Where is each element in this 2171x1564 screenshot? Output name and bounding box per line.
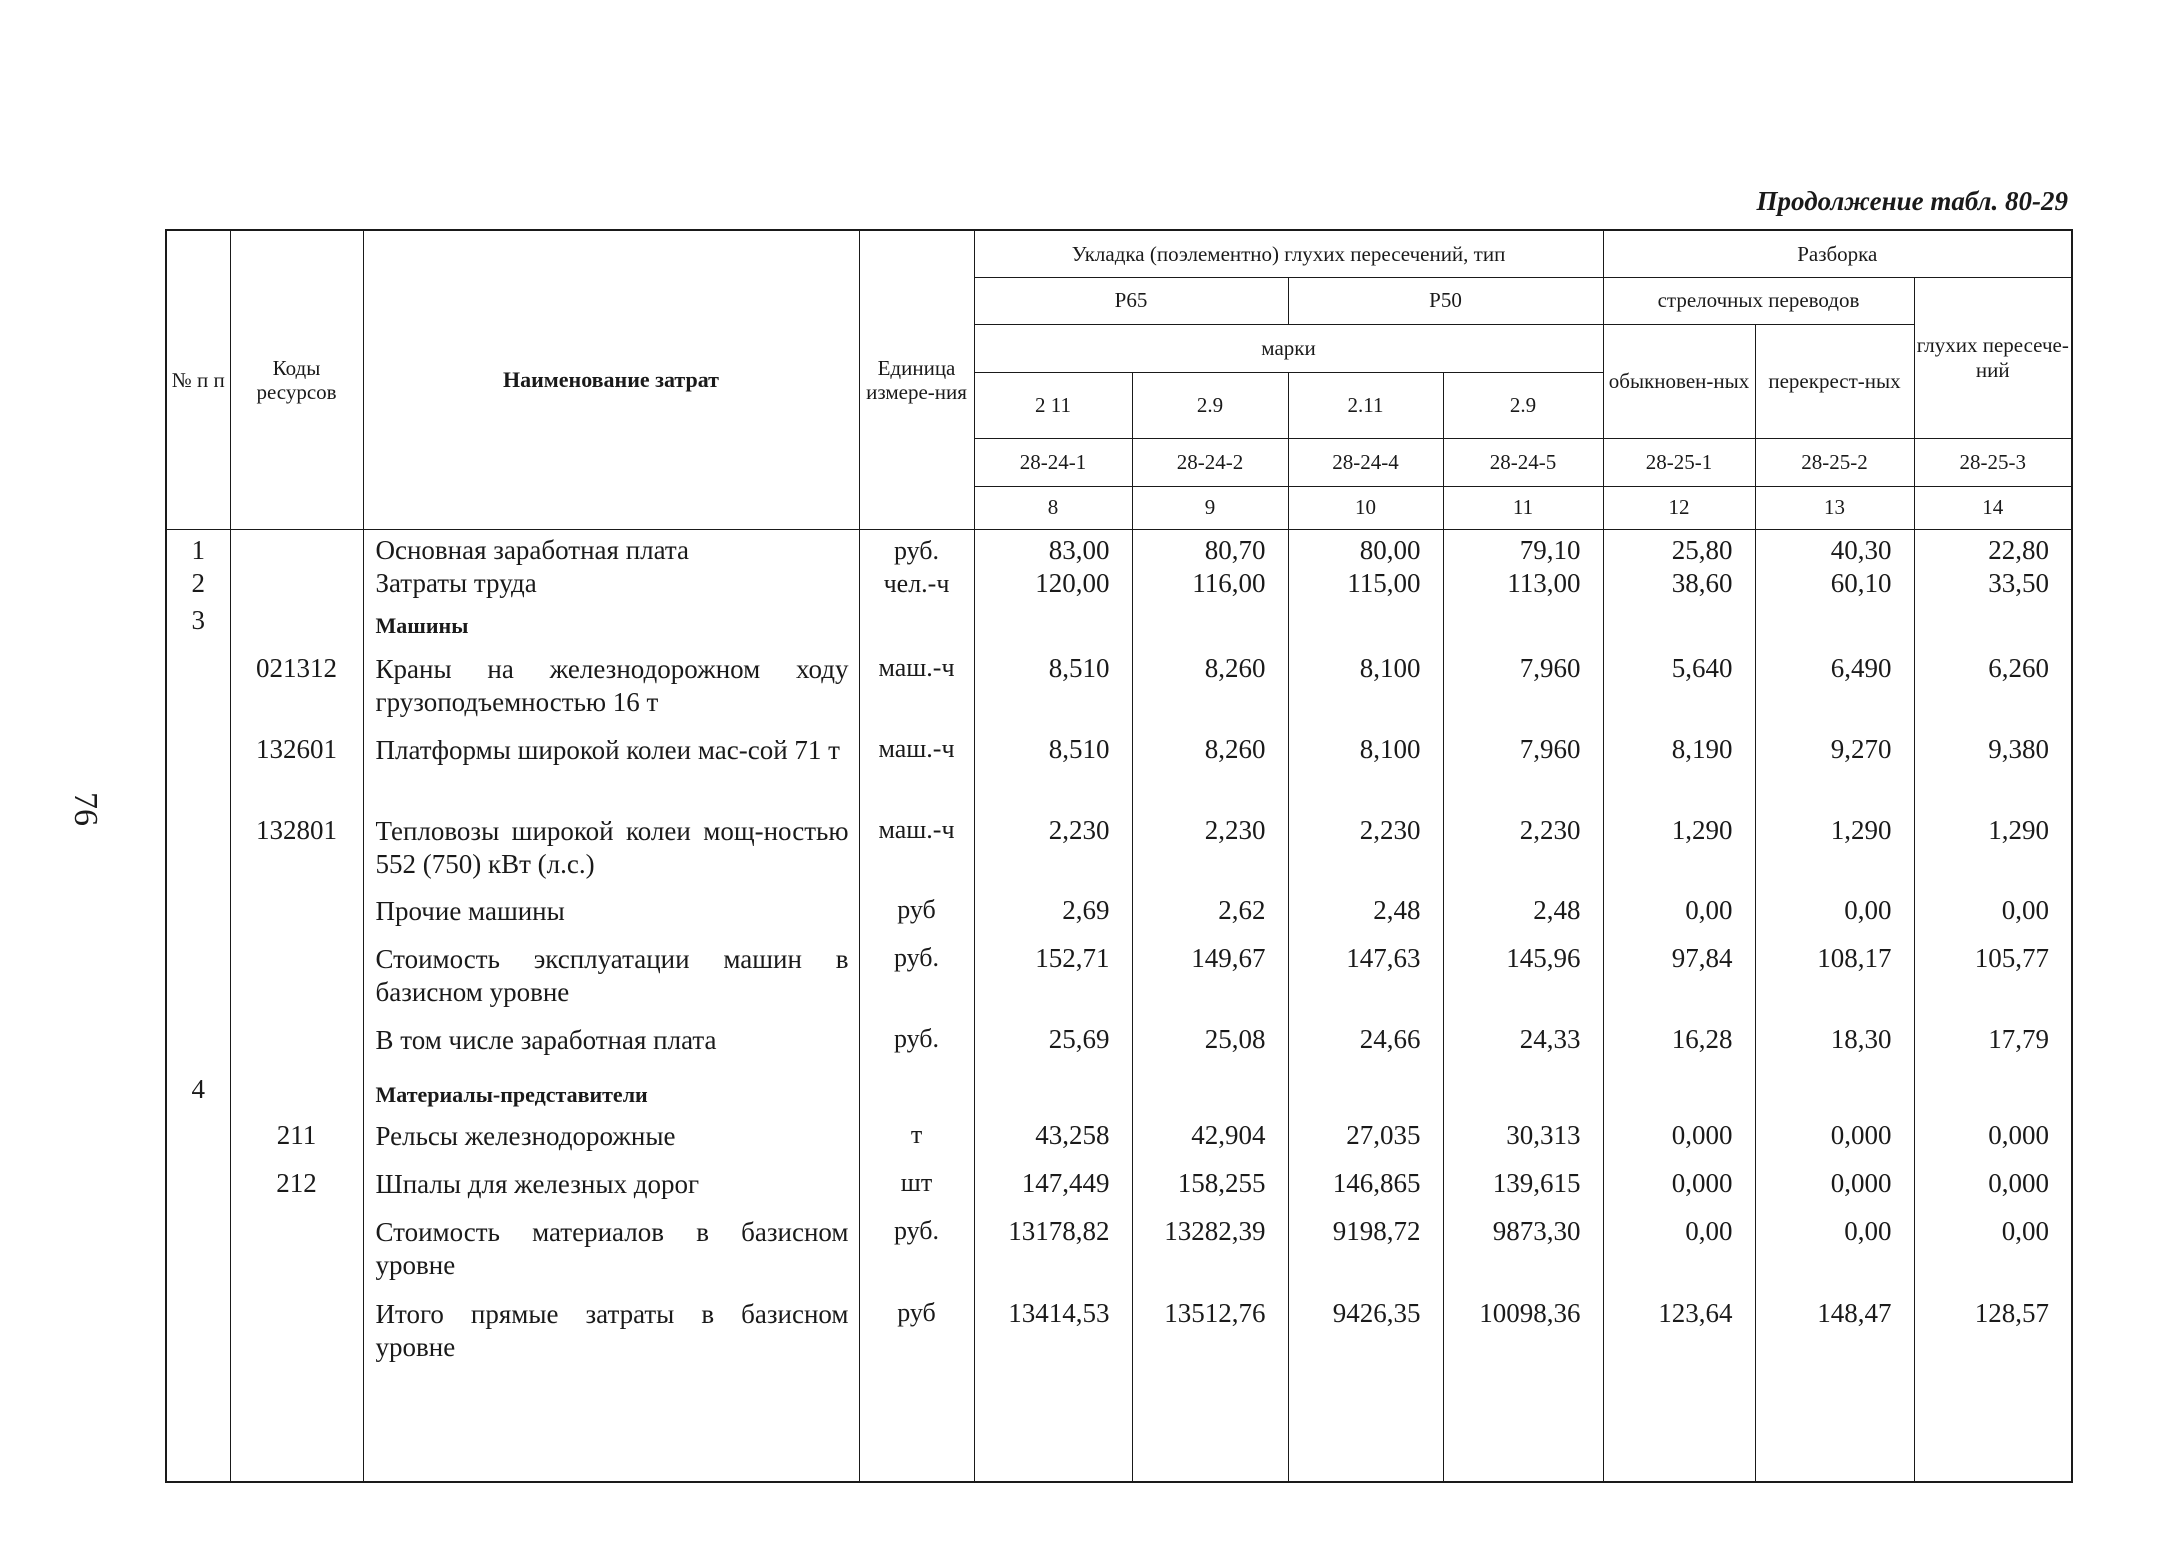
- row-value: 146,865: [1288, 1164, 1443, 1212]
- row-value: 1,290: [1914, 811, 2072, 891]
- row-name: Стоимость эксплуатации машин в базисном уровне: [363, 939, 859, 1020]
- row-name: Затраты труда: [375, 567, 537, 598]
- row-value: 2,230: [1288, 811, 1443, 891]
- header-strelochnyh: стрелочных переводов: [1603, 277, 1914, 324]
- header-norm-code: 28-25-2: [1755, 438, 1914, 486]
- row-value: 9198,72: [1288, 1212, 1443, 1294]
- row-code: 132601: [230, 730, 363, 811]
- row-value: 79,10: [1519, 534, 1581, 565]
- header-norm-code: 28-25-1: [1603, 438, 1755, 486]
- row-value: 147,63: [1288, 939, 1443, 1020]
- row-value: 120,00: [1035, 567, 1110, 598]
- header-group-install: Укладка (поэлементно) глухих пересечений, тип: [974, 230, 1603, 277]
- row-unit: руб: [859, 1294, 974, 1482]
- row-value: 80,70: [1204, 534, 1266, 565]
- row-value: 2,230: [1443, 811, 1603, 891]
- row-value: 152,71: [974, 939, 1132, 1020]
- row-value: 24,66: [1288, 1020, 1443, 1070]
- row-value: 9426,35: [1288, 1294, 1443, 1482]
- row-value: 0,000: [1603, 1116, 1755, 1164]
- row-value: 25,69: [974, 1020, 1132, 1070]
- header-col-num: 13: [1755, 486, 1914, 529]
- row-value: 8,100: [1288, 730, 1443, 811]
- header-name: Наименование затрат: [363, 230, 859, 529]
- row-num: 1: [191, 534, 205, 565]
- header-type-r65: Р65: [974, 277, 1288, 324]
- row-unit: т: [859, 1116, 974, 1164]
- header-col-num: 14: [1914, 486, 2072, 529]
- row-value: 13178,82: [974, 1212, 1132, 1294]
- row-name: Шпалы для железных дорог: [363, 1164, 859, 1212]
- row-value: 6,260: [1914, 649, 2072, 730]
- row-value: 0,000: [1914, 1116, 2072, 1164]
- header-group-dismantle: Разборка: [1603, 230, 2072, 277]
- header-mark: 2.9: [1443, 372, 1603, 438]
- row-unit: чел.-ч: [883, 568, 950, 598]
- header-mark: 2.9: [1132, 372, 1288, 438]
- row-value: 116,00: [1192, 567, 1266, 598]
- header-marki: марки: [974, 324, 1603, 372]
- row-value: 108,17: [1755, 939, 1914, 1020]
- row-value: 22,80: [1988, 534, 2050, 565]
- row-value: 13512,76: [1132, 1294, 1288, 1482]
- row-unit: руб.: [893, 535, 940, 565]
- row-value: 0,000: [1755, 1116, 1914, 1164]
- cost-table: [165, 229, 2073, 1483]
- row-value: 2,69: [974, 891, 1132, 939]
- row-value: 97,84: [1603, 939, 1755, 1020]
- row-name: Основная заработная плата: [375, 534, 690, 565]
- row-value: 80,00: [1359, 534, 1421, 565]
- row-value: 113,00: [1507, 567, 1581, 598]
- row-value: 8,510: [974, 730, 1132, 811]
- row-value: 128,57: [1914, 1294, 2072, 1482]
- row-value: 9,380: [1914, 730, 2072, 811]
- row-value: 24,33: [1443, 1020, 1603, 1070]
- row-value: 139,615: [1443, 1164, 1603, 1212]
- header-col-num: 8: [974, 486, 1132, 529]
- header-mark: 2.11: [1288, 372, 1443, 438]
- row-value: 18,30: [1755, 1020, 1914, 1070]
- row-value: 25,08: [1132, 1020, 1288, 1070]
- header-norm-code: 28-24-2: [1132, 438, 1288, 486]
- row-value: 13282,39: [1132, 1212, 1288, 1294]
- row-value: 0,000: [1914, 1164, 2072, 1212]
- row-name: Краны на железнодорожном ходу грузоподъемностью 16 т: [363, 649, 859, 730]
- row-value: 1,290: [1603, 811, 1755, 891]
- row-num: 3: [166, 601, 230, 649]
- header-num: № п п: [166, 230, 230, 529]
- row-value: 2,48: [1288, 891, 1443, 939]
- row-value: 8,260: [1132, 649, 1288, 730]
- page-number: 76: [67, 792, 104, 826]
- row-name: Рельсы железнодорожные: [363, 1116, 859, 1164]
- header-codes: Коды ресурсов: [230, 230, 363, 529]
- row-value: 105,77: [1914, 939, 2072, 1020]
- section-heading: Материалы-представители: [363, 1070, 859, 1116]
- row-unit: руб.: [859, 1020, 974, 1070]
- row-name: Прочие машины: [363, 891, 859, 939]
- row-value: 7,960: [1443, 649, 1603, 730]
- row-num: 2: [191, 567, 205, 598]
- row-value: 27,035: [1288, 1116, 1443, 1164]
- row-name: Платформы широкой колеи мас-сой 71 т: [363, 730, 859, 811]
- row-name: Итого прямые затраты в базисном уровне: [363, 1294, 859, 1482]
- row-value: 25,80: [1671, 534, 1733, 565]
- row-value: 147,449: [974, 1164, 1132, 1212]
- row-value: 40,30: [1830, 534, 1892, 565]
- row-name: В том числе заработная плата: [363, 1020, 859, 1070]
- row-value: 6,490: [1755, 649, 1914, 730]
- row-value: 0,00: [1603, 1212, 1755, 1294]
- row-value: 7,960: [1443, 730, 1603, 811]
- row-value: 8,190: [1603, 730, 1755, 811]
- row-value: 5,640: [1603, 649, 1755, 730]
- row-num: 4: [166, 1070, 230, 1116]
- row-value: 83,00: [1048, 534, 1110, 565]
- header-obyknovennyh: обыкновен-ных: [1603, 324, 1755, 438]
- row-value: 8,260: [1132, 730, 1288, 811]
- row-value: 13414,53: [974, 1294, 1132, 1482]
- header-norm-code: 28-24-1: [974, 438, 1132, 486]
- row-value: 148,47: [1755, 1294, 1914, 1482]
- row-value: 1,290: [1755, 811, 1914, 891]
- row-value: 0,000: [1755, 1164, 1914, 1212]
- row-value: 8,100: [1288, 649, 1443, 730]
- header-gluhih: глухих пересече-ний: [1914, 277, 2072, 438]
- header-norm-code: 28-24-4: [1288, 438, 1443, 486]
- header-col-num: 12: [1603, 486, 1755, 529]
- row-code: 211: [230, 1116, 363, 1164]
- row-value: 9,270: [1755, 730, 1914, 811]
- row-code: 132801: [230, 811, 363, 891]
- row-value: 2,48: [1443, 891, 1603, 939]
- section-heading: Машины: [363, 601, 859, 649]
- row-value: 17,79: [1914, 1020, 2072, 1070]
- header-type-r50: Р50: [1288, 277, 1603, 324]
- row-unit: шт: [859, 1164, 974, 1212]
- row-unit: руб.: [859, 939, 974, 1020]
- header-perekrestnyh: перекрест-ных: [1755, 324, 1914, 438]
- header-col-num: 11: [1443, 486, 1603, 529]
- row-value: 2,62: [1132, 891, 1288, 939]
- row-unit: маш.-ч: [859, 811, 974, 891]
- row-value: 43,258: [974, 1116, 1132, 1164]
- row-value: 0,000: [1603, 1164, 1755, 1212]
- row-value: 16,28: [1603, 1020, 1755, 1070]
- row-value: 0,00: [1755, 1212, 1914, 1294]
- header-norm-code: 28-25-3: [1914, 438, 2072, 486]
- row-code: 212: [230, 1164, 363, 1212]
- row-value: 145,96: [1443, 939, 1603, 1020]
- row-value: 42,904: [1132, 1116, 1288, 1164]
- row-value: 9873,30: [1443, 1212, 1603, 1294]
- row-value: 2,230: [974, 811, 1132, 891]
- table-caption: Продолжение табл. 80-29: [1756, 186, 2068, 216]
- row-value: 115,00: [1347, 567, 1421, 598]
- row-value: 8,510: [974, 649, 1132, 730]
- row-unit: маш.-ч: [859, 730, 974, 811]
- header-col-num: 9: [1132, 486, 1288, 529]
- row-value: 2,230: [1132, 811, 1288, 891]
- row-value: 60,10: [1830, 567, 1892, 598]
- header-norm-code: 28-24-5: [1443, 438, 1603, 486]
- header-mark: 2 11: [974, 372, 1132, 438]
- row-value: 0,00: [1914, 1212, 2072, 1294]
- row-value: 158,255: [1132, 1164, 1288, 1212]
- header-col-num: 10: [1288, 486, 1443, 529]
- row-unit: маш.-ч: [859, 649, 974, 730]
- row-value: 0,00: [1755, 891, 1914, 939]
- row-value: 10098,36: [1443, 1294, 1603, 1482]
- row-value: 30,313: [1443, 1116, 1603, 1164]
- row-name: Стоимость материалов в базисном уровне: [363, 1212, 859, 1294]
- row-value: 38,60: [1671, 567, 1733, 598]
- row-value: 149,67: [1132, 939, 1288, 1020]
- row-code: 021312: [230, 649, 363, 730]
- row-name: Тепловозы широкой колеи мощ-ностью 552 (750) кВт (л.с.): [363, 811, 859, 891]
- row-value: 0,00: [1914, 891, 2072, 939]
- header-unit: Единица измере-ния: [859, 230, 974, 529]
- row-unit: руб.: [859, 1212, 974, 1294]
- row-unit: руб: [859, 891, 974, 939]
- row-value: 33,50: [1988, 567, 2050, 598]
- row-value: 123,64: [1603, 1294, 1755, 1482]
- row-value: 0,00: [1603, 891, 1755, 939]
